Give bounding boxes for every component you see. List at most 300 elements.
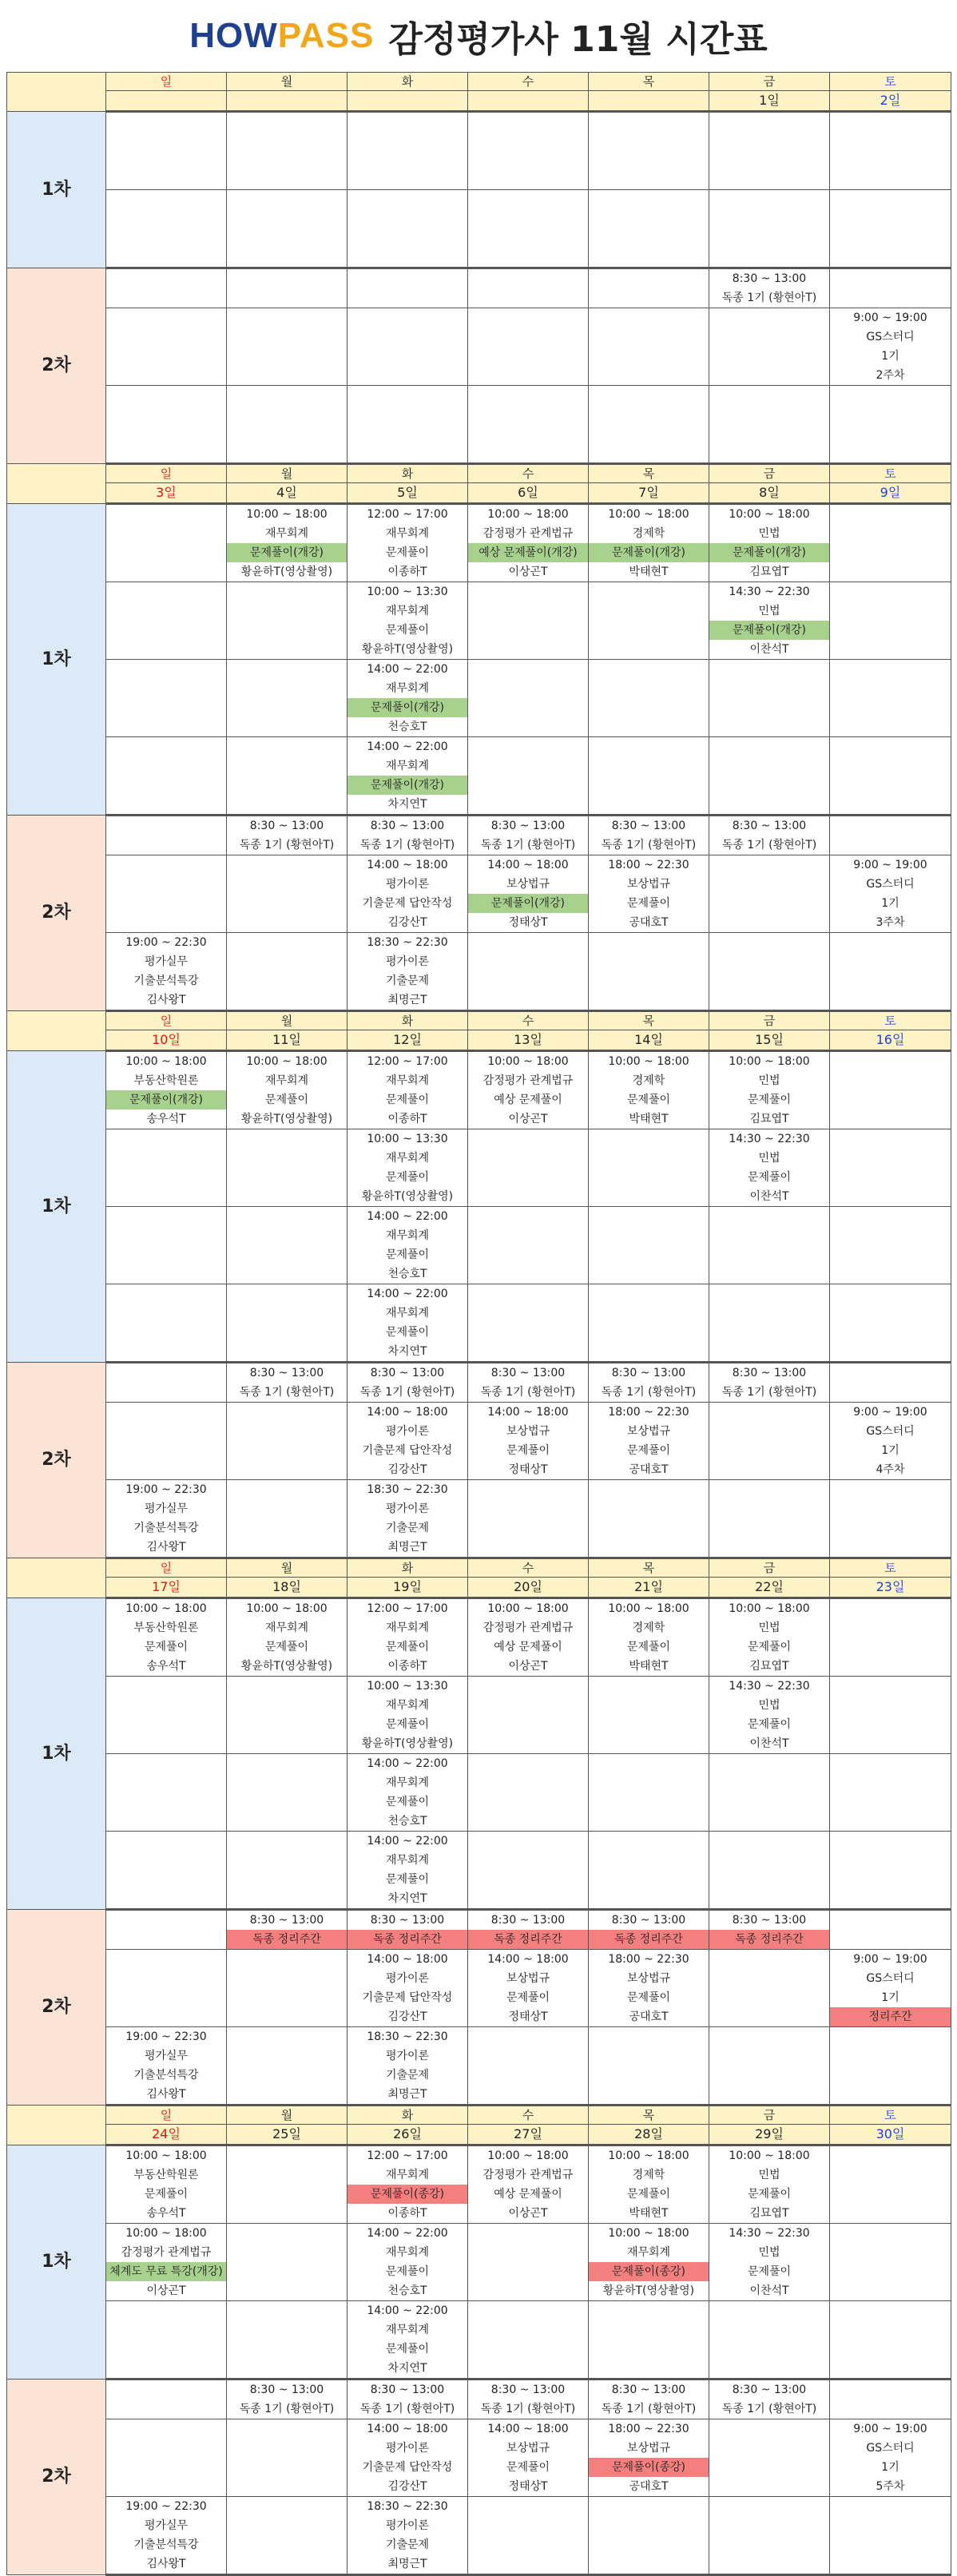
cell-line: 독종 1기 (황현아T)	[359, 1386, 455, 1399]
schedule-cell	[589, 1129, 709, 1207]
corner-cell	[7, 1558, 106, 1598]
cell-line: 정태상T	[508, 1463, 548, 1476]
schedule-cell	[468, 855, 589, 933]
schedule-cell	[830, 1950, 951, 2027]
schedule-cell	[347, 2224, 468, 2301]
cell-line: 문제풀이	[747, 2188, 792, 2201]
cell-line: 9:00 ~ 19:00	[853, 859, 927, 871]
schedule-cell	[106, 660, 227, 737]
cell-line: 8:30 ~ 13:00	[249, 1914, 324, 1927]
schedule-cell	[347, 660, 468, 737]
cell-line: 황윤하T(영상촬영)	[361, 1190, 454, 1203]
cell-line: 천승호T	[387, 2284, 427, 2297]
cell-line: 최명근T	[387, 994, 427, 1006]
schedule-row	[7, 1598, 951, 1677]
cell-line: 재무회계	[264, 1621, 309, 1634]
cell-line: 박태현T	[629, 2207, 669, 2220]
cell-line: 황윤하T(영상촬영)	[240, 1113, 333, 1125]
schedule-cell	[709, 1677, 830, 1754]
schedule-cell	[709, 737, 830, 816]
schedule-cell	[468, 1910, 589, 1950]
schedule-row	[7, 308, 951, 386]
date-cell: 29일	[709, 2125, 830, 2145]
schedule-cell	[227, 1832, 347, 1910]
cell-line: 민법	[758, 2169, 780, 2181]
cell-line: 독종 1기 (황현아T)	[239, 2403, 335, 2415]
schedule-cell	[589, 112, 709, 190]
cell-line: 독종 1기 (황현아T)	[721, 839, 817, 851]
schedule-cell	[589, 2224, 709, 2301]
date-cell: 13일	[468, 1030, 589, 1051]
cell-line: 5주차	[876, 2480, 905, 2493]
schedule-cell	[830, 308, 951, 386]
schedule-cell	[106, 2380, 227, 2419]
schedule-cell	[347, 1598, 468, 1677]
cell-line: 독종 1기 (황현아T)	[480, 1386, 576, 1399]
schedule-cell	[830, 1754, 951, 1832]
cell-line: 19:00 ~ 22:30	[125, 2500, 207, 2513]
schedule-cell	[106, 2027, 227, 2106]
schedule-cell	[347, 1677, 468, 1754]
cell-line: 평가이론	[385, 2519, 430, 2532]
schedule-cell	[830, 2380, 951, 2419]
cell-line: 기출문제 답안작성	[362, 2461, 453, 2474]
cell-line: 이상곤T	[508, 2207, 548, 2220]
cell-line: 10:00 ~ 18:00	[125, 2149, 207, 2162]
schedule-cell	[227, 1284, 347, 1363]
cell-line: 문제풀이	[385, 1248, 430, 1261]
schedule-cell	[830, 855, 951, 933]
cell-line: 1기	[881, 2461, 899, 2474]
cell-line: 8:30 ~ 13:00	[732, 1367, 807, 1379]
cell-line: 문제풀이	[385, 1326, 430, 1339]
schedule-cell	[709, 1910, 830, 1950]
schedule-cell	[709, 2380, 830, 2419]
cell-line: 민법	[758, 1621, 780, 1634]
cell-line: 독종 1기 (황현아T)	[359, 839, 455, 851]
schedule-cell	[830, 582, 951, 660]
cell-line: 예상 문제풀이	[494, 1641, 562, 1653]
cell-line: 문제풀이(개강)	[347, 776, 467, 795]
cell-line: 8:30 ~ 13:00	[732, 820, 807, 832]
schedule-cell	[106, 1598, 227, 1677]
schedule-cell	[468, 1677, 589, 1754]
cell-line: 8:30 ~ 13:00	[490, 1914, 566, 1927]
cell-line: 10:00 ~ 18:00	[125, 1602, 207, 1615]
schedule-row	[7, 1403, 951, 1480]
weekday-cell: 수	[468, 1011, 589, 1030]
weekday-header-row	[7, 1558, 951, 1578]
weekday-cell: 월	[227, 73, 347, 91]
schedule-cell	[709, 2419, 830, 2497]
cell-line: 감정평가 관계법규	[482, 527, 574, 540]
schedule-cell	[709, 2027, 830, 2106]
schedule-cell	[106, 1950, 227, 2027]
cell-line: 독종 1기 (황현아T)	[601, 2403, 697, 2415]
cell-line: 경제학	[632, 2169, 665, 2181]
cell-line: 12:00 ~ 17:00	[367, 1602, 448, 1615]
schedule-cell	[106, 1403, 227, 1480]
schedule-row	[7, 1754, 951, 1832]
date-cell: 6일	[468, 483, 589, 504]
cell-line: 민법	[758, 527, 780, 540]
cell-line: 재무회계	[385, 605, 430, 617]
schedule-cell	[227, 933, 347, 1011]
cell-line: 기출문제 답안작성	[362, 1991, 453, 2004]
schedule-cell	[106, 308, 227, 386]
schedule-row	[7, 816, 951, 855]
level2-label: 2차	[7, 1910, 106, 2106]
schedule-cell	[589, 1363, 709, 1403]
schedule-cell	[227, 1403, 347, 1480]
schedule-row	[7, 2497, 951, 2575]
schedule-cell	[347, 933, 468, 1011]
weekday-cell: 금	[709, 1011, 830, 1030]
cell-line: 문제풀이	[626, 897, 671, 910]
schedule-cell	[830, 1363, 951, 1403]
cell-line: 재무회계	[385, 2324, 430, 2336]
schedule-cell	[589, 2497, 709, 2575]
cell-line: 12:00 ~ 17:00	[367, 508, 448, 521]
schedule-cell	[347, 268, 468, 308]
weekday-cell: 목	[589, 1558, 709, 1578]
date-cell	[347, 91, 468, 112]
cell-line: 문제풀이	[747, 1094, 792, 1106]
schedule-title: 감정평가사 11월 시간표	[388, 19, 768, 60]
cell-line: 10:00 ~ 18:00	[608, 1602, 689, 1615]
weekday-cell: 화	[347, 2106, 468, 2125]
schedule-cell	[227, 2224, 347, 2301]
schedule-cell	[347, 2497, 468, 2575]
date-cell	[227, 91, 347, 112]
weekday-cell: 월	[227, 1011, 347, 1030]
level2-label: 2차	[7, 2380, 106, 2575]
schedule-cell	[468, 582, 589, 660]
schedule-row	[7, 1207, 951, 1284]
cell-line: 18:00 ~ 22:30	[608, 859, 689, 871]
cell-line: 10:00 ~ 18:00	[729, 1602, 810, 1615]
weekday-cell: 수	[468, 464, 589, 483]
weekday-cell: 월	[227, 2106, 347, 2125]
date-cell: 23일	[830, 1578, 951, 1598]
schedule-cell	[106, 268, 227, 308]
weekday-cell: 월	[227, 464, 347, 483]
level1-label: 1차	[7, 504, 106, 816]
schedule-row	[7, 2224, 951, 2301]
cell-line: 경제학	[632, 1621, 665, 1634]
cell-line: 이상곤T	[508, 1660, 548, 1673]
cell-line: 김사왕T	[146, 2558, 186, 2570]
schedule-cell	[347, 582, 468, 660]
cell-line: 8:30 ~ 13:00	[732, 2383, 807, 2396]
cell-line: 재무회계	[264, 527, 309, 540]
schedule-cell	[830, 2145, 951, 2224]
cell-line: 평가이론	[385, 2442, 430, 2455]
cell-line: 독종 1기 (황현아T)	[721, 2403, 817, 2415]
cell-line: 10:00 ~ 18:00	[608, 2227, 689, 2240]
weekday-header-row	[7, 2106, 951, 2125]
cell-line: 문제풀이(종강)	[347, 2185, 467, 2204]
date-cell: 25일	[227, 2125, 347, 2145]
cell-line: 공대호T	[629, 1463, 669, 1476]
cell-line: 10:00 ~ 18:00	[125, 2227, 207, 2240]
schedule-cell	[227, 2027, 347, 2106]
cell-line: 재무회계	[385, 2246, 430, 2259]
cell-line: 보상법규	[626, 2442, 671, 2455]
date-cell: 27일	[468, 2125, 589, 2145]
cell-line: 독종 1기 (황현아T)	[480, 2403, 576, 2415]
schedule-cell	[830, 504, 951, 582]
schedule-cell	[709, 582, 830, 660]
schedule-cell	[347, 190, 468, 268]
schedule-cell	[709, 1051, 830, 1129]
cell-line: 재무회계	[385, 1229, 430, 1242]
schedule-cell	[227, 504, 347, 582]
cell-line: 문제풀이	[385, 1796, 430, 1808]
schedule-cell	[709, 2224, 830, 2301]
schedule-cell	[106, 933, 227, 1011]
cell-line: 민법	[758, 605, 780, 617]
level2-label: 2차	[7, 816, 106, 1011]
schedule-cell	[227, 816, 347, 855]
level1-label: 1차	[7, 1598, 106, 1910]
level1-label: 1차	[7, 112, 106, 268]
weekday-cell: 토	[830, 1558, 951, 1578]
cell-line: 문제풀이	[626, 1094, 671, 1106]
cell-line: 천승호T	[387, 1815, 427, 1828]
weekday-cell: 목	[589, 2106, 709, 2125]
date-cell: 21일	[589, 1578, 709, 1598]
schedule-cell	[830, 737, 951, 816]
cell-line: 감정평가 관계법규	[482, 1074, 574, 1087]
schedule-cell	[589, 816, 709, 855]
cell-line: 보상법규	[506, 2442, 550, 2455]
cell-line: 8:30 ~ 13:00	[249, 1367, 324, 1379]
cell-line: 10:00 ~ 18:00	[487, 1055, 569, 1068]
schedule-cell	[106, 1677, 227, 1754]
schedule-cell	[709, 1950, 830, 2027]
schedule-cell	[347, 1129, 468, 1207]
cell-line: 8:30 ~ 13:00	[370, 820, 445, 832]
schedule-cell	[468, 1598, 589, 1677]
cell-line: 8:30 ~ 13:00	[611, 820, 686, 832]
schedule-cell	[830, 190, 951, 268]
cell-line: 8:30 ~ 13:00	[370, 1914, 445, 1927]
weekday-cell: 목	[589, 464, 709, 483]
cell-line: 문제풀이	[747, 1641, 792, 1653]
weekday-cell: 토	[830, 73, 951, 91]
schedule-cell	[589, 190, 709, 268]
cell-line: 평가이론	[385, 878, 430, 891]
cell-line: 이종하T	[387, 566, 427, 578]
cell-line: 2주차	[876, 369, 905, 382]
schedule-cell	[830, 1051, 951, 1129]
corner-cell	[7, 1011, 106, 1051]
date-cell: 2일	[830, 91, 951, 112]
schedule-cell	[227, 1598, 347, 1677]
schedule-cell	[830, 112, 951, 190]
cell-line: 송우석T	[146, 1660, 186, 1673]
date-header-row	[7, 1030, 951, 1051]
schedule-cell	[227, 1754, 347, 1832]
cell-line: 14:00 ~ 18:00	[367, 859, 448, 871]
schedule-cell	[227, 190, 347, 268]
cell-line: 김강산T	[387, 2010, 427, 2023]
schedule-cell	[830, 386, 951, 464]
schedule-cell	[347, 1832, 468, 1910]
cell-line: 8:30 ~ 13:00	[249, 2383, 324, 2396]
schedule-cell	[106, 2497, 227, 2575]
cell-line: 평가실무	[144, 2050, 189, 2062]
cell-line: 기출분석특강	[133, 2069, 199, 2082]
schedule-cell	[106, 112, 227, 190]
schedule-row	[7, 504, 951, 582]
cell-line: 독종 1기 (황현아T)	[601, 839, 697, 851]
cell-line: 평가실무	[144, 2519, 189, 2532]
cell-line: 독종 1기 (황현아T)	[721, 292, 817, 304]
cell-line: 차지연T	[387, 798, 427, 811]
cell-line: 문제풀이(개강)	[709, 621, 829, 640]
cell-line: 이상곤T	[146, 2284, 186, 2297]
schedule-cell	[709, 1207, 830, 1284]
cell-line: 평가이론	[385, 2050, 430, 2062]
schedule-cell	[589, 933, 709, 1011]
schedule-cell	[709, 112, 830, 190]
cell-line: 문제풀이	[264, 1641, 309, 1653]
schedule-cell	[106, 855, 227, 933]
weekday-cell: 토	[830, 1011, 951, 1030]
schedule-cell	[106, 2224, 227, 2301]
cell-line: 평가이론	[385, 1972, 430, 1985]
schedule-cell	[347, 112, 468, 190]
cell-line: 정태상T	[508, 916, 548, 929]
schedule-cell	[106, 1832, 227, 1910]
cell-line: 14:00 ~ 22:00	[367, 2304, 448, 2317]
weekday-cell: 목	[589, 73, 709, 91]
cell-line: 김강산T	[387, 2480, 427, 2493]
schedule-cell	[227, 1051, 347, 1129]
schedule-cell	[106, 1284, 227, 1363]
schedule-cell	[589, 1480, 709, 1558]
schedule-cell	[227, 2145, 347, 2224]
cell-line: 재무회계	[385, 1074, 430, 1087]
weekday-cell: 화	[347, 1011, 468, 1030]
schedule-cell	[347, 1207, 468, 1284]
schedule-cell	[347, 1480, 468, 1558]
cell-line: 독종 1기 (황현아T)	[721, 1386, 817, 1399]
cell-line: 최명근T	[387, 1541, 427, 1554]
cell-line: 재무회계	[385, 1621, 430, 1634]
schedule-row	[7, 2027, 951, 2106]
cell-line: 예상 문제풀이	[494, 2188, 562, 2201]
cell-line: 문제풀이	[385, 1641, 430, 1653]
level2-label: 2차	[7, 268, 106, 464]
cell-line: 민법	[758, 1699, 780, 1712]
cell-line: 10:00 ~ 13:30	[367, 1133, 448, 1145]
cell-line: 18:00 ~ 22:30	[608, 2423, 689, 2435]
cell-line: 14:00 ~ 18:00	[367, 1953, 448, 1966]
cell-line: 차지연T	[387, 2362, 427, 2375]
cell-line: 1기	[881, 1991, 899, 2004]
schedule-cell	[227, 268, 347, 308]
cell-line: 공대호T	[629, 2010, 669, 2023]
cell-line: 문제풀이	[626, 1444, 671, 1457]
cell-line: 기출문제	[385, 2538, 430, 2551]
cell-line: 10:00 ~ 18:00	[729, 508, 810, 521]
cell-line: 김사왕T	[146, 1541, 186, 1554]
cell-line: GS스터디	[866, 1425, 915, 1438]
weekday-cell: 월	[227, 1558, 347, 1578]
cell-line: 독종 정리주간	[468, 1930, 588, 1949]
schedule-cell	[227, 112, 347, 190]
schedule-cell	[709, 1403, 830, 1480]
cell-line: 재무회계	[385, 1152, 430, 1165]
cell-line: 민법	[758, 1074, 780, 1087]
schedule-cell	[106, 816, 227, 855]
schedule-row	[7, 1832, 951, 1910]
cell-line: 김강산T	[387, 1463, 427, 1476]
cell-line: 평가실무	[144, 1502, 189, 1515]
schedule-cell	[709, 660, 830, 737]
cell-line: 8:30 ~ 13:00	[611, 1367, 686, 1379]
level1-label: 1차	[7, 2145, 106, 2380]
schedule-cell	[347, 2419, 468, 2497]
cell-line: 이상곤T	[508, 1113, 548, 1125]
cell-line: 8:30 ~ 13:00	[611, 2383, 686, 2396]
schedule-cell	[106, 1363, 227, 1403]
cell-line: 1기	[881, 350, 899, 363]
cell-line: 차지연T	[387, 1345, 427, 1358]
corner-cell	[7, 73, 106, 112]
schedule-cell	[589, 1832, 709, 1910]
weekday-cell: 화	[347, 73, 468, 91]
weekday-cell: 일	[106, 464, 227, 483]
schedule-cell	[589, 582, 709, 660]
schedule-cell	[709, 268, 830, 308]
schedule-table	[6, 72, 951, 2576]
cell-line: 문제풀이	[506, 1991, 550, 2004]
schedule-cell	[830, 816, 951, 855]
schedule-cell	[347, 855, 468, 933]
schedule-cell	[227, 308, 347, 386]
cell-line: 14:00 ~ 22:00	[367, 1757, 448, 1770]
schedule-cell	[227, 1129, 347, 1207]
schedule-cell	[589, 2380, 709, 2419]
schedule-row	[7, 1051, 951, 1129]
cell-line: 문제풀이(개강)	[709, 543, 829, 562]
schedule-cell	[468, 1284, 589, 1363]
schedule-cell	[227, 1363, 347, 1403]
schedule-cell	[830, 268, 951, 308]
schedule-cell	[468, 112, 589, 190]
cell-line: 3주차	[876, 916, 905, 929]
schedule-row	[7, 660, 951, 737]
schedule-cell	[468, 2419, 589, 2497]
brand-logo: HOWPASS	[189, 16, 375, 55]
schedule-cell	[589, 386, 709, 464]
cell-line: 문제풀이	[626, 2188, 671, 2201]
cell-line: 재무회계	[385, 1776, 430, 1789]
cell-line: 문제풀이	[264, 1094, 309, 1106]
schedule-cell	[106, 737, 227, 816]
schedule-cell	[347, 2380, 468, 2419]
cell-line: 평가실무	[144, 955, 189, 968]
cell-line: 문제풀이	[385, 624, 430, 637]
schedule-cell	[709, 190, 830, 268]
cell-line: 김강산T	[387, 916, 427, 929]
cell-line: GS스터디	[866, 878, 915, 891]
date-cell: 7일	[589, 483, 709, 504]
